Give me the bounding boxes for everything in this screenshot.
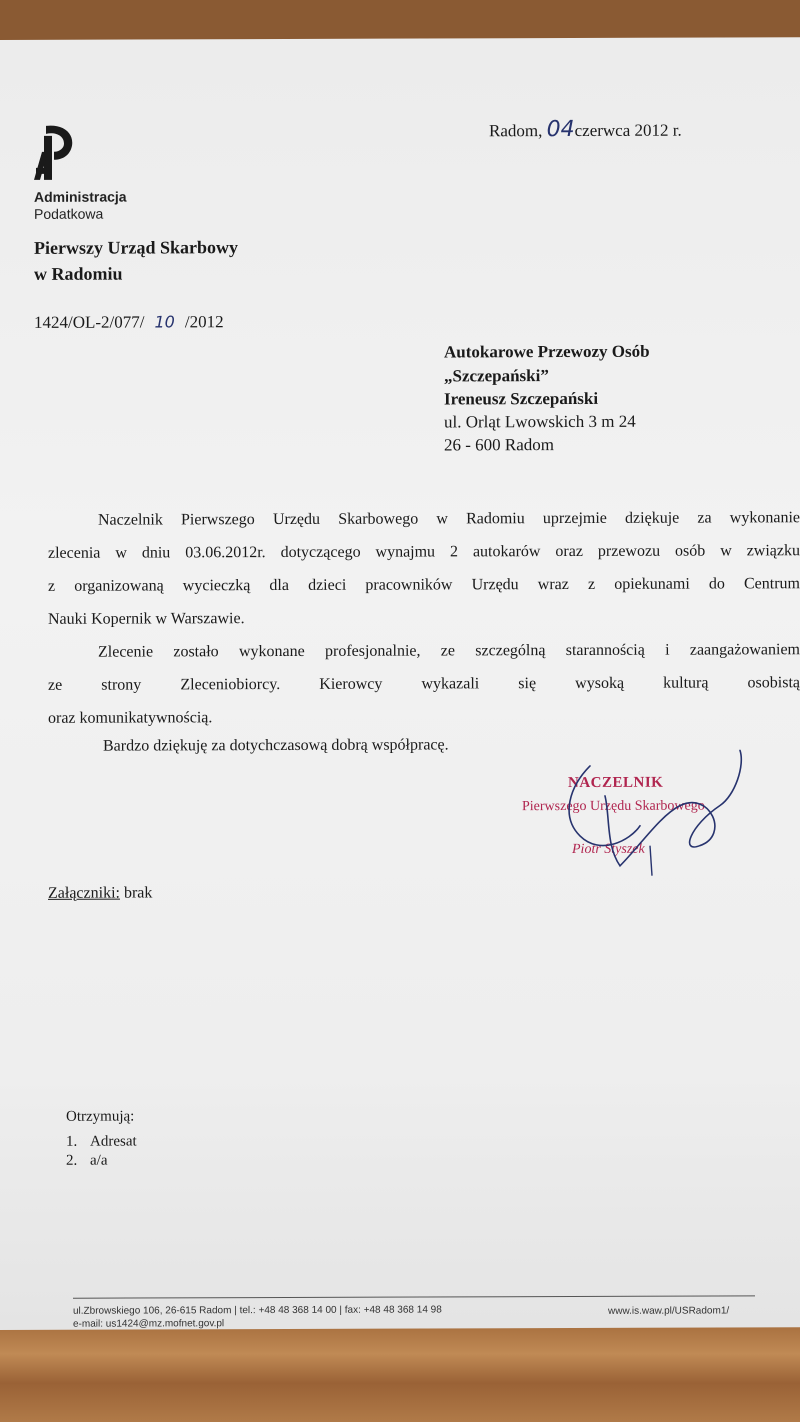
- stamp-title: NACZELNIK: [568, 774, 664, 792]
- reference-suffix: /2012: [184, 312, 224, 332]
- list-item-number: 2.: [66, 1152, 78, 1169]
- date-prefix: Radom,: [489, 121, 543, 141]
- attachments-value: brak: [123, 884, 153, 902]
- tax-administration-logo-icon: [30, 122, 76, 184]
- letter-date: [489, 117, 682, 143]
- reference-number: [34, 312, 224, 333]
- footer-divider: [73, 1295, 755, 1298]
- footer-address: ul.Zbrowskiego 106, 26-615 Radom | tel.: +48 48 368 14 00 | fax: +48 48 368 14 98: [73, 1304, 442, 1317]
- recipient-line1: Autokarowe Przewozy Osób: [444, 341, 650, 362]
- paragraph-line: z organizowaną wycieczką dla dzieci pracowników Urzędu wraz z opiekunami do Centrum: [48, 575, 800, 595]
- paragraph-line: oraz komunikatywnością.: [48, 709, 213, 727]
- body-paragraph-2: [48, 633, 800, 735]
- closing-sentence: Bardzo dziękuję za dotychczasową dobrą współpracę.: [103, 736, 449, 755]
- reference-handwritten: 10: [154, 312, 175, 332]
- letter-sheet: [0, 37, 800, 1330]
- paragraph-line: Zlecenie zostało wykonane profesjonalnie, ze szczególną starannością i zaangażowaniem: [98, 641, 800, 661]
- desk-background: [0, 1325, 800, 1422]
- attachments: [48, 884, 152, 902]
- date-suffix: czerwca 2012 r.: [574, 120, 682, 140]
- paragraph-line: zlecenia w dniu 03.06.2012r. dotyczącego wynajmu 2 autokarów oraz przewozu osób w związku: [48, 542, 800, 562]
- logo-text-line1: Administracja: [34, 188, 127, 205]
- footer-email: e-mail: us1424@mz.mofnet.gov.pl: [73, 1318, 225, 1330]
- list-item-text: Adresat: [90, 1133, 137, 1150]
- list-item: [66, 1153, 107, 1170]
- recipient-line4: ul. Orląt Lwowskich 3 m 24: [444, 411, 636, 432]
- list-item: [66, 1134, 137, 1151]
- paragraph-line: Nauki Kopernik w Warszawie.: [48, 610, 245, 628]
- list-item-number: 1.: [66, 1133, 78, 1150]
- handwritten-signature-icon: [530, 745, 770, 886]
- office-name-line2: w Radomiu: [34, 263, 123, 284]
- stamp-name: Piotr Styszek: [572, 841, 645, 858]
- body-paragraph-1: [48, 501, 800, 636]
- paragraph-line: ze strony Zleceniobiorcy. Kierowcy wykazali się wysoką kulturą osobistą: [48, 674, 800, 694]
- footer-website: www.is.waw.pl/USRadom1/: [608, 1305, 730, 1317]
- attachments-label: Załączniki:: [48, 884, 120, 902]
- date-handwritten: 04: [546, 116, 575, 143]
- stamp-office: Pierwszego Urzędu Skarbowego: [522, 798, 705, 815]
- logo-text-line2: Podatkowa: [34, 205, 104, 222]
- office-name-line1: Pierwszy Urząd Skarbowy: [34, 237, 238, 258]
- reference-prefix: 1424/OL-2/077/: [34, 312, 145, 332]
- recipients-label: Otrzymują:: [66, 1108, 135, 1125]
- list-item-text: a/a: [90, 1152, 108, 1169]
- recipient-line3: Ireneusz Szczepański: [444, 388, 599, 409]
- recipient-line2: „Szczepański”: [444, 366, 549, 386]
- recipient-line5: 26 - 600 Radom: [444, 435, 555, 455]
- paragraph-line: Naczelnik Pierwszego Urzędu Skarbowego w Radomiu uprzejmie dziękuje za wykonanie: [98, 509, 800, 529]
